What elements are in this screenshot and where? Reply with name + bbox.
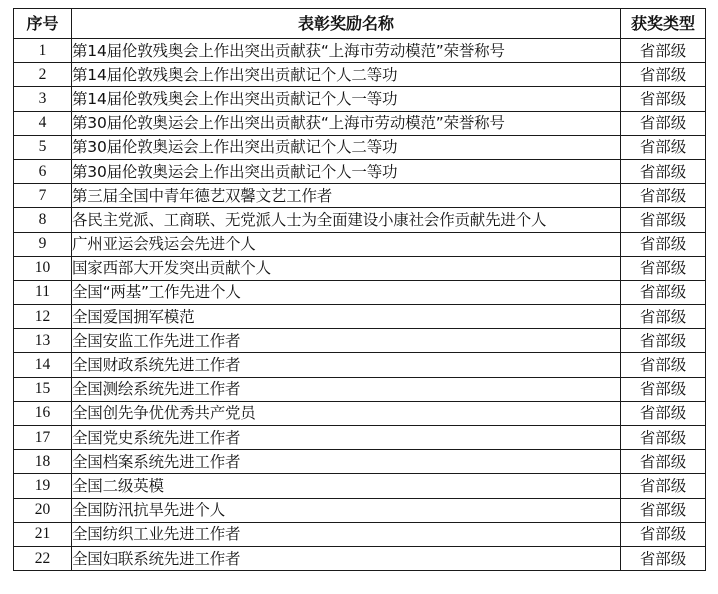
award-type-cell: 省部级 <box>621 256 706 280</box>
serial-number-cell: 2 <box>14 63 72 87</box>
award-type-cell: 省部级 <box>621 305 706 329</box>
serial-number-cell: 12 <box>14 305 72 329</box>
award-name-cell: 广州亚运会残运会先进个人 <box>72 232 621 256</box>
award-name-cell: 全国纺织工业先进工作者 <box>72 522 621 546</box>
serial-number-cell: 21 <box>14 522 72 546</box>
serial-number-cell: 17 <box>14 426 72 450</box>
header-row <box>14 9 706 39</box>
award-type-cell: 省部级 <box>621 39 706 63</box>
table-row <box>14 474 706 498</box>
award-name-cell: 第14届伦敦残奥会上作出突出贡献获“上海市劳动模范”荣誉称号 <box>72 39 621 63</box>
award-name-cell: 全国“两基”工作先进个人 <box>72 280 621 304</box>
award-name-cell: 第14届伦敦残奥会上作出突出贡献记个人一等功 <box>72 87 621 111</box>
table-row <box>14 522 706 546</box>
table-row <box>14 305 706 329</box>
award-type-cell: 省部级 <box>621 546 706 570</box>
award-type-cell: 省部级 <box>621 450 706 474</box>
header-serial-number: 序号 <box>14 9 72 39</box>
table-row <box>14 159 706 183</box>
table-row <box>14 377 706 401</box>
award-type-cell: 省部级 <box>621 63 706 87</box>
serial-number-cell: 15 <box>14 377 72 401</box>
award-name-cell: 全国财政系统先进工作者 <box>72 353 621 377</box>
serial-number-cell: 18 <box>14 450 72 474</box>
table-row <box>14 256 706 280</box>
award-name-cell: 第14届伦敦残奥会上作出突出贡献记个人二等功 <box>72 63 621 87</box>
award-type-cell: 省部级 <box>621 135 706 159</box>
award-type-cell: 省部级 <box>621 208 706 232</box>
serial-number-cell: 19 <box>14 474 72 498</box>
serial-number-cell: 5 <box>14 135 72 159</box>
table-row <box>14 426 706 450</box>
award-name-cell: 全国爱国拥军模范 <box>72 305 621 329</box>
table-body <box>14 39 706 571</box>
award-type-cell: 省部级 <box>621 474 706 498</box>
table-row <box>14 232 706 256</box>
award-name-cell: 第三届全国中青年德艺双馨文艺工作者 <box>72 184 621 208</box>
table-row <box>14 498 706 522</box>
serial-number-cell: 16 <box>14 401 72 425</box>
serial-number-cell: 22 <box>14 546 72 570</box>
serial-number-cell: 20 <box>14 498 72 522</box>
table-row <box>14 39 706 63</box>
serial-number-cell: 8 <box>14 208 72 232</box>
award-name-cell: 全国安监工作先进工作者 <box>72 329 621 353</box>
award-type-cell: 省部级 <box>621 377 706 401</box>
award-type-cell: 省部级 <box>621 184 706 208</box>
award-name-cell: 全国创先争优优秀共产党员 <box>72 401 621 425</box>
serial-number-cell: 10 <box>14 256 72 280</box>
award-name-cell: 第30届伦敦奥运会上作出突出贡献记个人一等功 <box>72 159 621 183</box>
award-type-cell: 省部级 <box>621 111 706 135</box>
table-row <box>14 63 706 87</box>
award-type-cell: 省部级 <box>621 353 706 377</box>
award-name-cell: 各民主党派、工商联、无党派人士为全面建设小康社会作贡献先进个人 <box>72 208 621 232</box>
header-award-type: 获奖类型 <box>621 9 706 39</box>
table-row <box>14 401 706 425</box>
award-type-cell: 省部级 <box>621 522 706 546</box>
table-row <box>14 280 706 304</box>
table-row <box>14 135 706 159</box>
serial-number-cell: 1 <box>14 39 72 63</box>
table-row <box>14 353 706 377</box>
award-type-cell: 省部级 <box>621 232 706 256</box>
serial-number-cell: 13 <box>14 329 72 353</box>
awards-table <box>13 8 706 571</box>
award-name-cell: 全国二级英模 <box>72 474 621 498</box>
serial-number-cell: 4 <box>14 111 72 135</box>
award-type-cell: 省部级 <box>621 280 706 304</box>
award-type-cell: 省部级 <box>621 426 706 450</box>
table-row <box>14 329 706 353</box>
award-type-cell: 省部级 <box>621 87 706 111</box>
award-type-cell: 省部级 <box>621 401 706 425</box>
award-name-cell: 第30届伦敦奥运会上作出突出贡献记个人二等功 <box>72 135 621 159</box>
table-row <box>14 450 706 474</box>
table-header <box>14 9 706 39</box>
serial-number-cell: 9 <box>14 232 72 256</box>
serial-number-cell: 7 <box>14 184 72 208</box>
award-name-cell: 全国妇联系统先进工作者 <box>72 546 621 570</box>
serial-number-cell: 14 <box>14 353 72 377</box>
award-type-cell: 省部级 <box>621 498 706 522</box>
table-row <box>14 111 706 135</box>
table-row <box>14 208 706 232</box>
header-award-name: 表彰奖励名称 <box>72 9 621 39</box>
serial-number-cell: 11 <box>14 280 72 304</box>
table-row <box>14 87 706 111</box>
award-type-cell: 省部级 <box>621 159 706 183</box>
award-name-cell: 全国防汛抗旱先进个人 <box>72 498 621 522</box>
award-name-cell: 全国测绘系统先进工作者 <box>72 377 621 401</box>
award-name-cell: 国家西部大开发突出贡献个人 <box>72 256 621 280</box>
serial-number-cell: 6 <box>14 159 72 183</box>
serial-number-cell: 3 <box>14 87 72 111</box>
award-type-cell: 省部级 <box>621 329 706 353</box>
table-row <box>14 184 706 208</box>
award-name-cell: 全国档案系统先进工作者 <box>72 450 621 474</box>
award-name-cell: 全国党史系统先进工作者 <box>72 426 621 450</box>
table-row <box>14 546 706 570</box>
award-name-cell: 第30届伦敦奥运会上作出突出贡献获“上海市劳动模范”荣誉称号 <box>72 111 621 135</box>
